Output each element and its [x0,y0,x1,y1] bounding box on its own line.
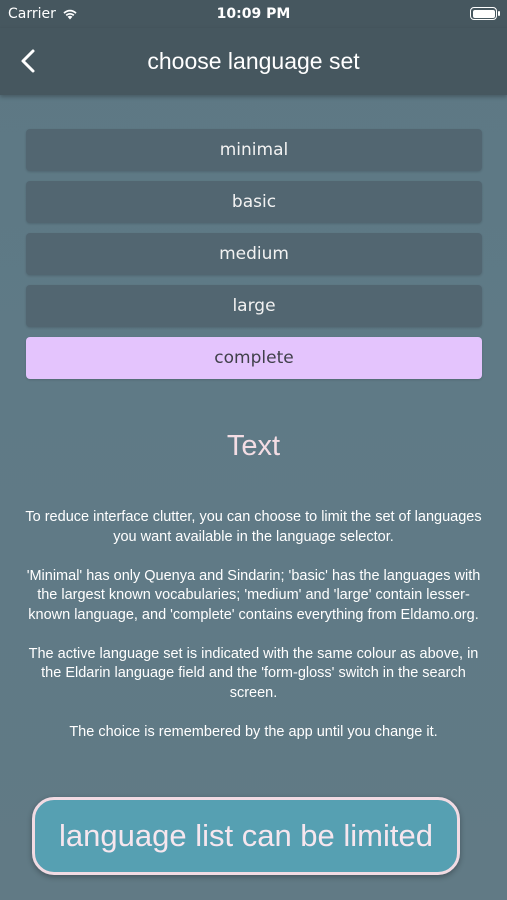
description-paragraph: The choice is remembered by the app until you change it. [69,723,438,740]
option-basic[interactable]: basic [26,181,482,223]
info-banner: language list can be limited [32,797,460,875]
battery-icon [470,7,497,20]
language-set-options [26,129,482,389]
description-paragraph: 'Minimal' has only Quenya and Sindarin; 'basic' has the languages with the largest known vocabularies; 'medium' and 'large' contain lesser-known language, and 'complete' contains everything from Eldamo.org. [26,567,481,623]
option-minimal[interactable]: minimal [26,129,482,171]
description-paragraph: To reduce interface clutter, you can choose to limit the set of languages you want available in the language selector. [25,509,482,545]
description-text [18,508,489,762]
section-heading: Text [226,430,281,462]
clock: 10:09 PM [216,6,291,22]
description-paragraph: The active language set is indicated with the same colour as above, in the Eldarin language field and the 'form-gloss' switch in the search screen. [28,645,479,701]
option-large[interactable]: large [26,285,482,327]
option-complete[interactable]: complete [26,337,482,379]
option-medium[interactable]: medium [26,233,482,275]
page-title: choose language set [147,48,360,74]
status-bar [0,0,507,28]
navigation-bar [0,28,507,95]
carrier-label: Carrier [8,6,56,22]
